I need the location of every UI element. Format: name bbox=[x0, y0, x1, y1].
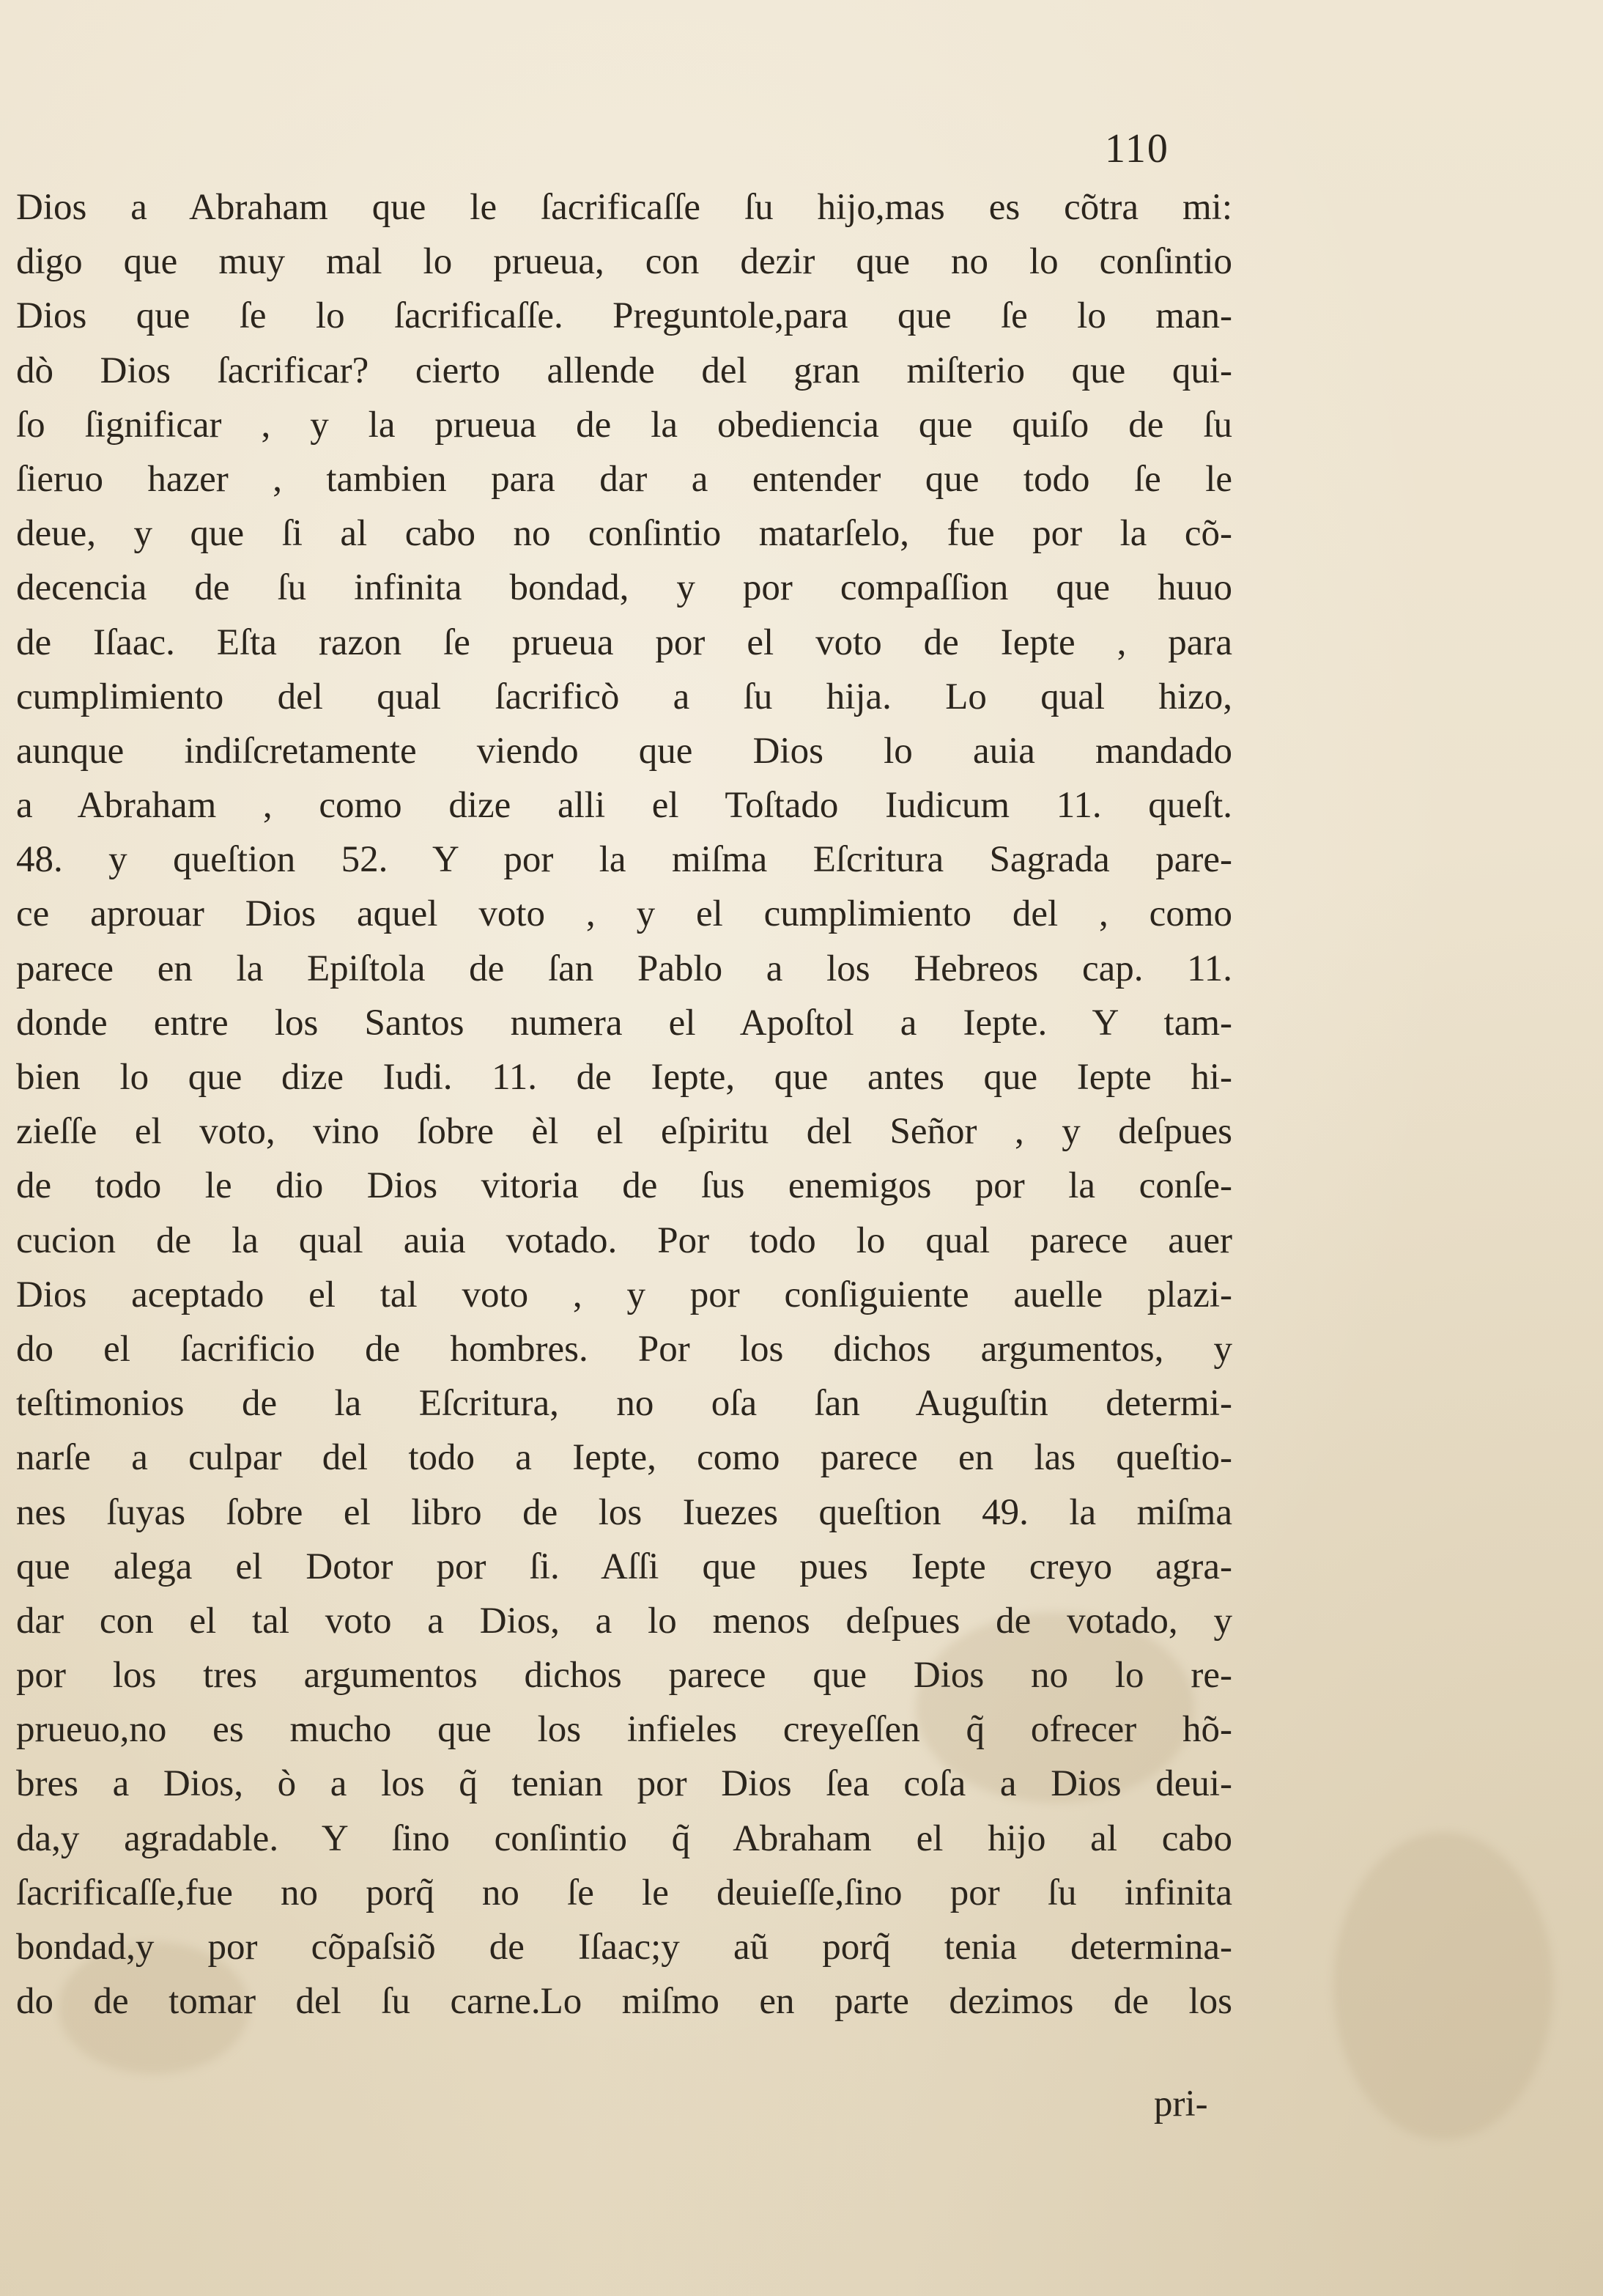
text-line: ſo ſignificar , y la prueua de la obediencia que quiſo de ſu bbox=[16, 404, 1232, 446]
text-line: de Iſaac. Eſta razon ſe prueua por el voto de Iepte , para bbox=[16, 621, 1232, 663]
text-line: teſtimonios de la Eſcritura, no oſa ſan Auguſtin determi- bbox=[16, 1383, 1232, 1425]
text-line: de todo le dio Dios vitoria de ſus enemigos por la conſe- bbox=[16, 1165, 1232, 1207]
text-line: cumplimiento del qual ſacrificò a ſu hija. Lo qual hizo, bbox=[16, 676, 1232, 717]
text-line: digo que muy mal lo prueua, con dezir que no lo conſintio bbox=[16, 241, 1232, 283]
text-line: Dios a Abraham que le ſacrificaſſe ſu hijo,mas es cõtra mi: bbox=[16, 187, 1232, 228]
text-line: ſacrificaſſe,fue no porq̃ no ſe le deuieſſe,ſino por ſu infinita bbox=[16, 1872, 1232, 1913]
text-line: parece en la Epiſtola de ſan Pablo a los Hebreos cap. 11. bbox=[16, 948, 1232, 989]
text-line: ce aprouar Dios aquel voto , y el cumplimiento del , como bbox=[16, 893, 1232, 935]
text-line: nes ſuyas ſobre el libro de los Iuezes queſtion 49. la miſma bbox=[16, 1491, 1232, 1533]
text-line: ſieruo hazer , tambien para dar a entender que todo ſe le bbox=[16, 458, 1232, 500]
text-line: aunque indiſcretamente viendo que Dios lo auia mandado bbox=[16, 730, 1232, 772]
text-line: dar con el tal voto a Dios, a lo menos deſpues de votado, y bbox=[16, 1600, 1232, 1642]
body-text bbox=[16, 180, 1232, 2029]
text-line: bres a Dios, ò a los q̃ tenian por Dios ſea coſa a Dios deui- bbox=[16, 1763, 1232, 1805]
text-line: dò Dios ſacrificar? cierto allende del gran miſterio que qui- bbox=[16, 350, 1232, 391]
text-line: prueuo,no es mucho que los infieles creyeſſen q̃ ofrecer hõ- bbox=[16, 1709, 1232, 1751]
text-line: bondad,y por cõpaſsiõ de Iſaac;y aũ porq̃ tenia determina- bbox=[16, 1927, 1232, 1968]
text-line: decencia de ſu infinita bondad, y por compaſſion que huuo bbox=[16, 567, 1232, 609]
text-line: 48. y queſtion 52. Y por la miſma Eſcritura Sagrada pare- bbox=[16, 839, 1232, 881]
text-line: a Abraham , como dize alli el Toſtado Iudicum 11. queſt. bbox=[16, 785, 1232, 827]
text-line: Dios aceptado el tal voto , y por conſiguiente auelle plazi- bbox=[16, 1274, 1232, 1315]
text-line: zieſſe el voto, vino ſobre èl el eſpiritu del Señor , y deſpues bbox=[16, 1111, 1232, 1153]
text-line: Dios que ſe lo ſacrificaſſe. Preguntole,para que ſe lo man- bbox=[16, 295, 1232, 337]
text-line: cucion de la qual auia votado. Por todo lo qual parece auer bbox=[16, 1219, 1232, 1261]
paper-stain bbox=[1333, 1832, 1553, 2140]
text-line: do el ſacrificio de hombres. Por los dichos argumentos, y bbox=[16, 1328, 1232, 1370]
page-number: 110 bbox=[1105, 126, 1169, 171]
text-line: da,y agradable. Y ſino conſintio q̃ Abraham el hijo al cabo bbox=[16, 1817, 1232, 1859]
text-line: donde entre los Santos numera el Apoſtol a Iepte. Y tam- bbox=[16, 1002, 1232, 1044]
text-line: bien lo que dize Iudi. 11. de Iepte, que antes que Iepte hi- bbox=[16, 1057, 1232, 1098]
text-line: narſe a culpar del todo a Iepte, como parece en las queſtio- bbox=[16, 1437, 1232, 1479]
text-line: por los tres argumentos dichos parece que Dios no lo re- bbox=[16, 1655, 1232, 1697]
text-line: que alega el Dotor por ſi. Aſſi que pues Iepte creyo agra- bbox=[16, 1546, 1232, 1587]
catchword: pri- bbox=[1154, 2083, 1208, 2125]
text-line: do de tomar del ſu carne.Lo miſmo en parte dezimos de los bbox=[16, 1981, 1232, 2023]
text-line: deue, y que ſi al cabo no conſintio matarſelo, fue por la cõ- bbox=[16, 513, 1232, 555]
